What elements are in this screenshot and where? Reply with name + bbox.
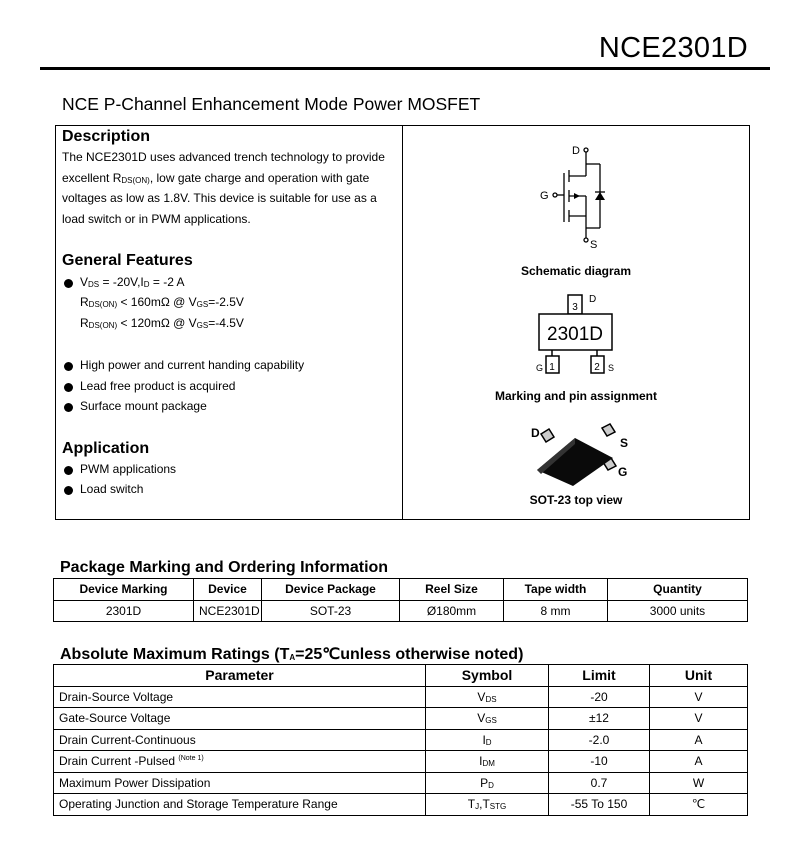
table-row: [54, 751, 748, 773]
table-cell: SOT-23: [262, 600, 400, 622]
table-row: [54, 772, 748, 794]
pin-s-label: S: [590, 239, 598, 251]
description-line-3: voltages as low as 1.8V. This device is suitable for use as a: [62, 191, 377, 205]
description-heading: Description: [62, 128, 151, 145]
pin-g-label: G: [540, 190, 549, 202]
mosfet-schematic: [520, 140, 630, 255]
spec-rdson-45: $R_{DS(ON)} < 120m\Omega$ @ $V_{GS}=-4.5V$: [80, 316, 244, 330]
bullet: [64, 486, 73, 495]
table-cell: 8 mm: [504, 600, 608, 622]
parameter-cell: Drain Current-Continuous: [54, 729, 426, 751]
bullet: [64, 403, 73, 412]
spec-vds: $V_{DS} = -20V,I_D = -2$ A: [80, 275, 185, 289]
pin-2-number: 2: [594, 362, 600, 373]
feature-item-1: High power and current handing capability: [80, 358, 305, 372]
limit-cell: 0.7: [549, 772, 650, 794]
ratings-header-cell: Symbol: [426, 665, 549, 687]
unit-cell: ℃: [650, 794, 748, 816]
package-pin-s: S: [620, 436, 629, 450]
document-subtitle: NCE P-Channel Enhancement Mode Power MOSFET: [62, 94, 481, 114]
limit-cell: -55 To 150: [549, 794, 650, 816]
part-number: NCE2301D: [598, 32, 748, 64]
note-reference: (Note 1): [178, 755, 204, 763]
marking-code: 2301D: [547, 324, 603, 345]
pin-3-number: 3: [572, 302, 578, 313]
ordering-header-cell: Reel Size: [400, 579, 504, 601]
package-pin-d: D: [531, 426, 540, 440]
features-heading: General Features: [62, 252, 193, 269]
marking-pin-s: S: [608, 363, 615, 373]
parameter-cell: Drain-Source Voltage: [54, 686, 426, 708]
sot23-package-view: [527, 420, 637, 490]
package-pin-g: G: [618, 465, 628, 479]
symbol-cell: $I_D$: [426, 729, 549, 751]
symbol-cell: $T_J,T_{STG}$: [426, 794, 549, 816]
bullet: [64, 362, 73, 371]
unit-cell: A: [650, 729, 748, 751]
ordering-header-cell: Quantity: [608, 579, 748, 601]
ordering-header-row: [54, 579, 748, 601]
description-line-2: excellent $R_{DS(ON)}$, low gate charge and operation with gate: [62, 171, 370, 185]
ratings-header-cell: Unit: [650, 665, 748, 687]
marking-pin-d: D: [589, 294, 597, 305]
limit-cell: -10: [549, 751, 650, 773]
ratings-table: [53, 664, 748, 816]
unit-cell: W: [650, 772, 748, 794]
ordering-header-cell: Device Package: [262, 579, 400, 601]
table-cell: 2301D: [54, 600, 194, 622]
description-line-4: load switch or in PWM applications.: [62, 212, 251, 226]
ratings-title: Absolute Maximum Ratings ($T_A=25℃unless$ otherwise noted): [60, 646, 524, 663]
bullet: [64, 466, 73, 475]
application-item-2: Load switch: [80, 482, 144, 496]
symbol-cell: $P_D$: [426, 772, 549, 794]
schematic-caption: Schematic diagram: [520, 264, 632, 278]
marking-caption: Marking and pin assignment: [494, 389, 658, 403]
marking-pin-g: G: [536, 363, 544, 373]
table-cell: Ø180mm: [400, 600, 504, 622]
ratings-header-row: [54, 665, 748, 687]
marking-diagram: [527, 290, 627, 380]
application-heading: Application: [62, 440, 150, 457]
limit-cell: -2.0: [549, 729, 650, 751]
symbol-cell: $V_{DS}$: [426, 686, 549, 708]
table-row: [54, 794, 748, 816]
parameter-cell: Drain Current -Pulsed $^{(Note 1)}$: [54, 751, 426, 773]
ratings-header-cell: Parameter: [54, 665, 426, 687]
parameter-cell: Maximum Power Dissipation: [54, 772, 426, 794]
ordering-title: Package Marking and Ordering Information: [60, 559, 389, 576]
ordering-header-cell: Device: [194, 579, 262, 601]
pin-d-label: D: [572, 145, 580, 157]
feature-item-3: Surface mount package: [80, 399, 207, 413]
ordering-header-cell: Tape width: [504, 579, 608, 601]
package-caption: SOT-23 top view: [529, 493, 623, 507]
unit-cell: A: [650, 751, 748, 773]
table-row: [54, 708, 748, 730]
table-row: [54, 600, 748, 622]
unit-cell: V: [650, 686, 748, 708]
bullet: [64, 383, 73, 392]
table-row: [54, 686, 748, 708]
table-row: [54, 729, 748, 751]
bullet: [64, 279, 73, 288]
parameter-cell: Operating Junction and Storage Temperature Range: [54, 794, 426, 816]
limit-cell: -20: [549, 686, 650, 708]
ratings-header-cell: Limit: [549, 665, 650, 687]
unit-cell: V: [650, 708, 748, 730]
application-item-1: PWM applications: [80, 462, 177, 476]
parameter-cell: Gate-Source Voltage: [54, 708, 426, 730]
description-line-1: The NCE2301D uses advanced trench technology to provide: [62, 150, 385, 164]
header-rule: [40, 67, 770, 70]
ordering-table: [53, 578, 748, 622]
symbol-cell: $I_{DM}$: [426, 751, 549, 773]
spec-rdson-25: $R_{DS(ON)} < 160m\Omega$ @ $V_{GS}=-2.5V$: [80, 295, 244, 309]
table-cell: NCE2301D: [194, 600, 262, 622]
table-cell: 3000 units: [608, 600, 748, 622]
limit-cell: ±12: [549, 708, 650, 730]
ordering-header-cell: Device Marking: [54, 579, 194, 601]
symbol-cell: $V_{GS}$: [426, 708, 549, 730]
pin-1-number: 1: [549, 362, 555, 373]
overview-divider: [402, 125, 403, 520]
feature-item-2: Lead free product is acquired: [80, 379, 236, 393]
